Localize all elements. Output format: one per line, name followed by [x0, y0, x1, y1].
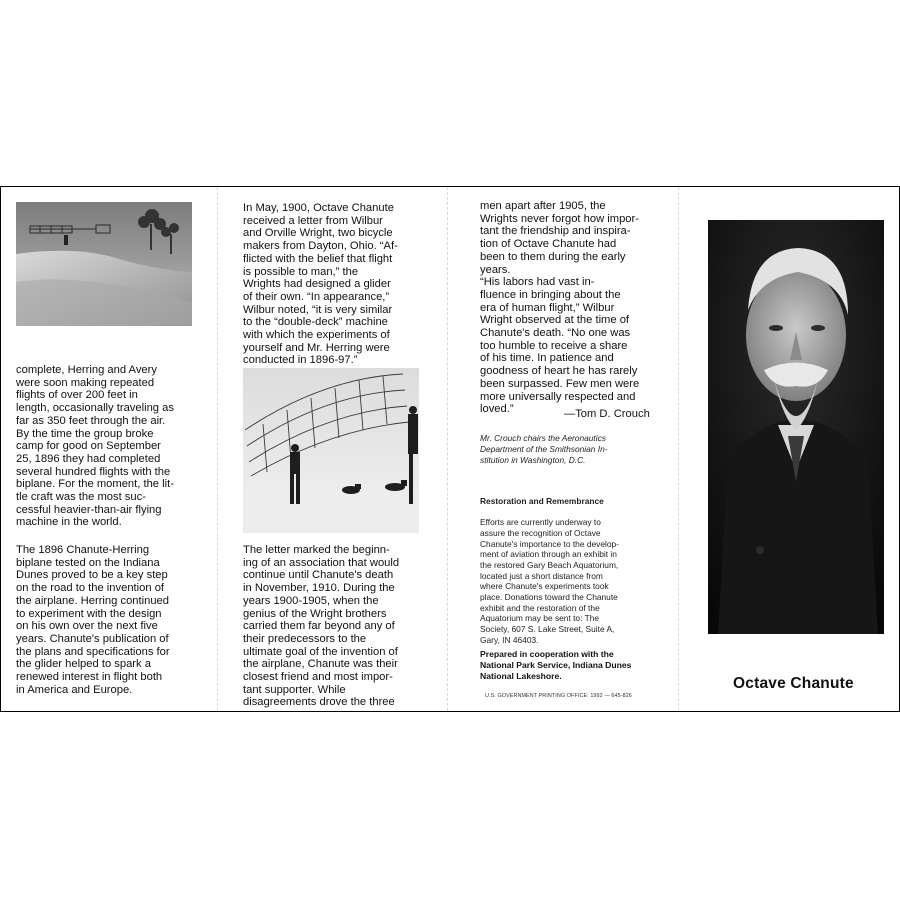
panel1-paragraph-2: The 1896 Chanute-Herring biplane tested on the Indiana Dunes proved to be a key step on the road to the invention of the airplane. Herring continued to experiment with the design on his own over the next five years. Chanute's publication of the plans and specifications for the glider helped to spark a renewed interest in flight both in America and Europe. [16, 544, 170, 696]
glider-launch-photo [243, 368, 419, 533]
restoration-heading: Restoration and Remembrance [480, 495, 604, 506]
panel2-paragraph-2: The letter marked the beginn- ing of an association that would continue until Chanute's death in November, 1910. During the years 1900-1905, when the genius of the Wright brothers carried them far beyond any of their predecessors to the ultimate goal of the invention of the airplane, Chanute was their closest friend and most impor- tant supporter. While disagreements drove the three [243, 544, 400, 709]
quote-attribution: —Tom D. Crouch [564, 408, 650, 420]
gpo-line: U.S. GOVERNMENT PRINTING OFFICE: 1992 — 645-826 [485, 693, 632, 699]
brochure [0, 186, 900, 712]
prepared-note: Prepared in cooperation with the National Park Service, Indiana Dunes National Lakeshore. [480, 649, 632, 681]
panel3-paragraph-1: men apart after 1905, the Wrights never forgot how impor- tant the friendship and inspira- tion of Octave Chanute had been to them during the early years. “His labors had vast in- fluence in bringing about the era of human flight,” Wilbur Wright observed at the time of Chanute's death. “No one was too humble to receive a share of his time. In patience and goodness of heart he has rarely been surpassed. Few men were more universally respected and loved.” [480, 200, 640, 416]
restoration-section [480, 485, 670, 656]
panel2-paragraph-1: In May, 1900, Octave Chanute received a letter from Wilbur and Orville Wright, two bicycle makers from Dayton, Ohio. “Af- flicted with the belief that flight is possible to man,” the Wrights had designed a glider of their own. “In appearance,” Wilbur noted, “it is very similar to the “double-deck” machine with which the experiments of yourself and Mr. Herring were conducted in 1896-97.” [243, 202, 398, 367]
author-caption: Mr. Crouch chairs the Aeronautics Department of the Smithsonian In- stitution in Washington, D.C. [480, 433, 608, 465]
fold-line [217, 187, 218, 711]
brochure-title: Octave Chanute [733, 675, 854, 692]
fold-line [678, 187, 679, 711]
fold-line [447, 187, 448, 711]
panel1-paragraph-1: complete, Herring and Avery were soon making repeated flights of over 200 feet in length, occasionally traveling as far as 350 feet through the air. By the time the group broke camp for good on September 25, 1896 they had completed several hundred flights with the biplane. For the moment, the lit- tle craft was the most suc- cessful heavier-than-air flying machine in the world. [16, 364, 174, 529]
octave-chanute-portrait [708, 220, 884, 634]
restoration-body: Efforts are currently underway to assure the recognition of Octave Chanute's importance to the develop- ment of aviation through an exhibit in the restored Gary Beach Aquatorium, located just a short distance from where Chanute's experiments took place. Donations toward the Chanute exhibit and the restoration of the Aquatorium may be sent to: The Society, 607 S. Lake Street, Suite A, Gary, IN 46403. [480, 517, 619, 645]
glider-on-dunes-photo [16, 202, 192, 326]
